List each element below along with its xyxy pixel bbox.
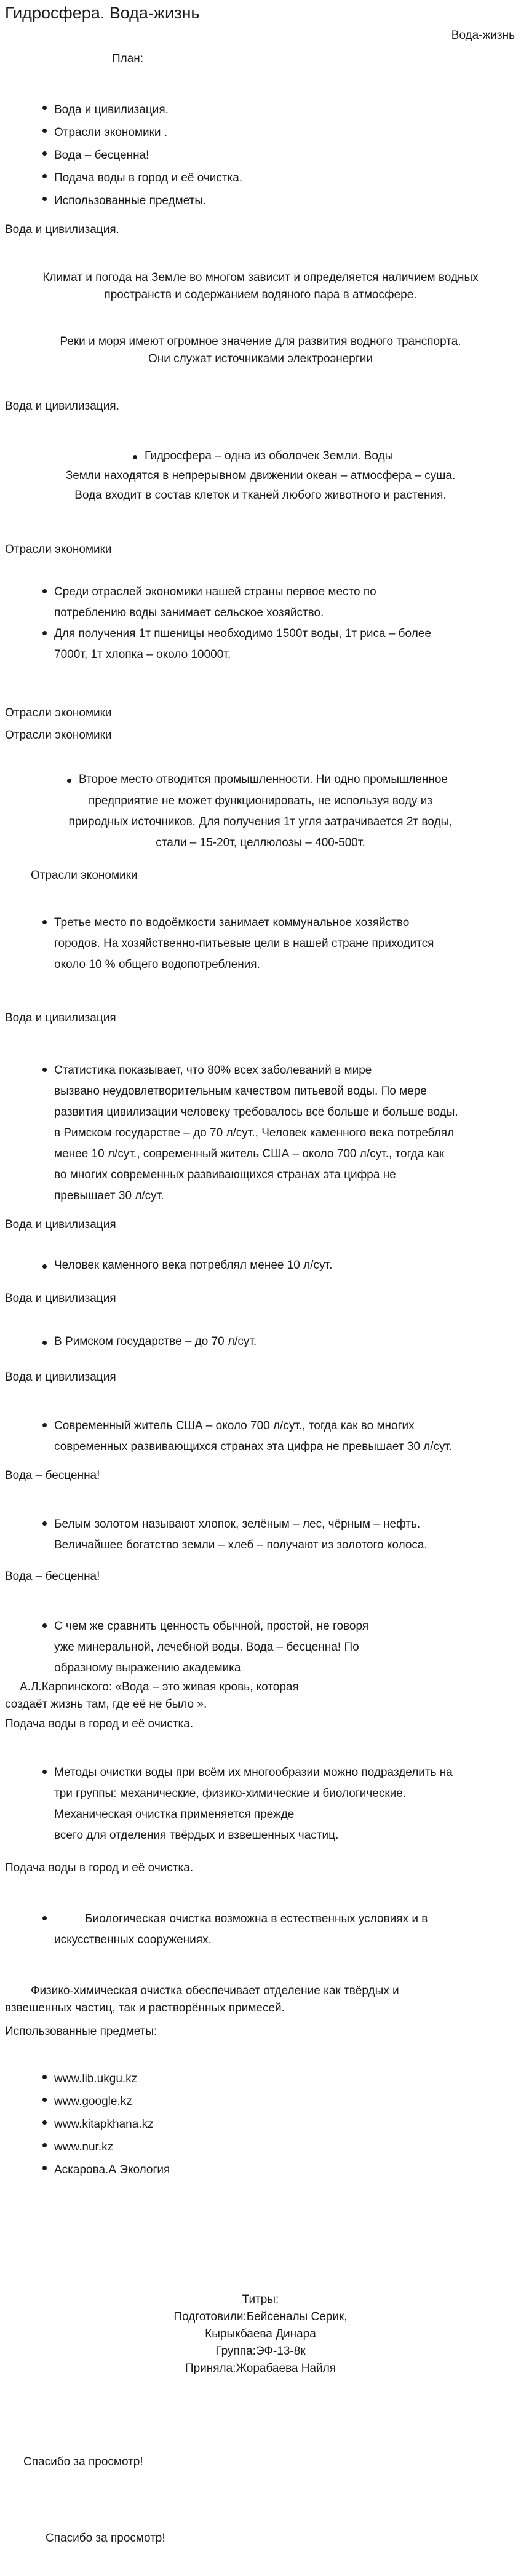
section-heading: Вода – бесценна! bbox=[5, 1570, 100, 1583]
source-item: www.nur.kz bbox=[54, 2136, 170, 2158]
paragraph-line: Климат и погода на Земле во многом зависит и определяется наличием водных bbox=[42, 271, 479, 284]
bullet-line: потреблению воды занимает сельское хозяйство. bbox=[54, 606, 324, 619]
plan-list bbox=[54, 98, 242, 212]
bullet-line: В Римском государстве – до 70 л/сут. bbox=[54, 1333, 257, 1351]
slide-title-right: Вода-жизнь bbox=[451, 29, 515, 42]
bullet-line: Гидросфера – одна из оболочек Земли. Воды bbox=[145, 448, 393, 466]
paragraph-line: Вода входит в состав клеток и тканей любого животного и растения. bbox=[74, 489, 447, 502]
section-heading: Отрасли экономики bbox=[5, 543, 112, 556]
bullet-list bbox=[79, 771, 448, 789]
bullet-list bbox=[54, 1616, 368, 1679]
bullet-item bbox=[54, 624, 431, 665]
thanks-text: Спасибо за просмотр! bbox=[46, 2532, 165, 2545]
section-heading: Вода и цивилизация bbox=[5, 1371, 116, 1384]
plan-item: Отрасли экономики . bbox=[54, 121, 242, 144]
plan-item: Вода – бесценна! bbox=[54, 144, 242, 167]
bullet-item bbox=[54, 582, 431, 624]
bullet-line: Белым золотом называют хлопок, зелёным – лес, чёрным – нефть. bbox=[54, 1518, 421, 1531]
paragraph-line: Реки и моря имеют огромное значение для развития водного транспорта. bbox=[60, 335, 461, 348]
section-heading: Вода – бесценна! bbox=[5, 1469, 100, 1482]
paragraph-line: пространств и содержанием водяного пара в атмосфере. bbox=[104, 288, 417, 301]
bullet-line: около 10 % общего водопотребления. bbox=[54, 958, 260, 971]
source-item: Аскарова.А Экология bbox=[54, 2158, 170, 2181]
bullet-line: три группы: механические, физико-химические и биологические. bbox=[54, 1787, 407, 1800]
thanks-text: Спасибо за просмотр! bbox=[23, 2455, 143, 2468]
bullet-list bbox=[54, 1257, 332, 1275]
bullet-line: всего для отделения твёрдых и взвешенных частиц. bbox=[54, 1829, 339, 1842]
bullet-list bbox=[54, 1060, 458, 1207]
bullet-item bbox=[54, 1762, 453, 1846]
paragraph-line: стали – 15-20т, целлюлозы – 400-500т. bbox=[156, 836, 365, 849]
section-heading: Вода и цивилизация bbox=[5, 1012, 116, 1024]
section-heading: Использованные предметы: bbox=[5, 2025, 157, 2038]
bullet-line: Второе место отводится промышленности. Ни одно промышленное bbox=[79, 771, 448, 789]
bullet-line: в Римском государстве – до 70 л/сут., Человек каменного века потреблял bbox=[54, 1127, 455, 1139]
page-title: Гидросфера. Вода-жизнь bbox=[5, 4, 200, 22]
section-heading: Вода и цивилизация bbox=[5, 1292, 116, 1305]
bullet-line: С чем же сравнить ценность обычной, простой, не говоря bbox=[54, 1620, 369, 1633]
bullet-item bbox=[54, 1514, 428, 1556]
bullet-list bbox=[54, 1416, 452, 1457]
credits-line: Подготовили:Бейсеналы Серик, bbox=[173, 2310, 348, 2323]
bullet-line: искусственных сооружениях. bbox=[54, 1933, 212, 1946]
bullet-list bbox=[54, 582, 431, 665]
bullet-line: образному выражению академика bbox=[54, 1662, 241, 1674]
bullet-line: Величайшее богатство земли – хлеб – получают из золотого колоса. bbox=[54, 1539, 428, 1552]
credits-line: Кырыкбаева Динара bbox=[205, 2328, 316, 2340]
section-heading: Вода и цивилизация bbox=[5, 1218, 116, 1231]
bullet-list bbox=[145, 448, 393, 466]
section-heading: Подача воды в город и её очистка. bbox=[5, 1718, 194, 1730]
bullet-list bbox=[54, 1909, 428, 1951]
bullet-line: 7000т, 1т хлопка – около 10000т. bbox=[54, 648, 231, 661]
credits-line: Группа:ЭФ-13-8к bbox=[215, 2345, 306, 2358]
bullet-list bbox=[54, 913, 434, 975]
plan-item: Вода и цивилизация. bbox=[54, 98, 242, 121]
section-heading: Подача воды в город и её очистка. bbox=[5, 1861, 194, 1874]
bullet-item bbox=[54, 913, 434, 975]
source-item: www.kitapkhana.kz bbox=[54, 2113, 170, 2136]
plan-item: Подача воды в город и её очистка. bbox=[54, 167, 242, 189]
paragraph-line: Земли находятся в непрерывном движении океан – атмосфера – суша. bbox=[65, 469, 456, 482]
section-heading: Отрасли экономики bbox=[31, 869, 138, 882]
section-heading: Вода и цивилизация. bbox=[5, 223, 119, 236]
quote-line: создаёт жизнь там, где её не было ». bbox=[5, 1698, 207, 1711]
paragraph-line: Физико-химическая очистка обеспечивает отделение как твёрдых и bbox=[31, 1984, 399, 1997]
paragraph-line: Они служат источниками электроэнергии bbox=[148, 352, 373, 365]
bullet-line: во многих современных развивающихся странах эта цифра не bbox=[54, 1168, 396, 1181]
bullet-line: Современный житель США – около 700 л/сут., тогда как во многих bbox=[54, 1419, 415, 1432]
bullet-line: городов. На хозяйственно-питьевые цели в нашей стране приходится bbox=[54, 937, 434, 950]
credits-heading: Титры: bbox=[242, 2293, 279, 2306]
bullet-line: Среди отраслей экономики нашей страны первое место по bbox=[54, 585, 376, 598]
source-item: www.google.kz bbox=[54, 2090, 170, 2113]
bullet-line: менее 10 л/сут., современный житель США – около 700 л/сут., тогда как bbox=[54, 1147, 445, 1160]
section-heading: Отрасли экономики bbox=[5, 707, 112, 719]
bullet-line: вызвано неудовлетворительным качеством питьевой воды. По мере bbox=[54, 1085, 427, 1098]
bullet-item bbox=[54, 1060, 458, 1207]
bullet-line: Статистика показывает, что 80% всех заболеваний в мире bbox=[54, 1064, 372, 1077]
paragraph-line: природных источников. Для получения 1т угля затрачивается 2т воды, bbox=[68, 815, 453, 828]
quote-line: А.Л.Карпинского: «Вода – это живая кровь, которая bbox=[20, 1681, 299, 1694]
bullet-line: Механическая очистка применяется прежде bbox=[54, 1808, 295, 1821]
credits-line: Приняла:Жорабаева Найля bbox=[185, 2362, 336, 2375]
bullet-line: Методы очистки воды при всём их многообразии можно подразделить на bbox=[54, 1766, 453, 1779]
bullet-line: Биологическая очистка возможна в естественных условиях и в bbox=[85, 1912, 428, 1925]
bullet-line: Третье место по водоёмкости занимает коммунальное хозяйство bbox=[54, 916, 410, 929]
bullet-line: Человек каменного века потреблял менее 10 л/сут. bbox=[54, 1257, 332, 1275]
paragraph-line: взвешенных частиц, так и растворённых примесей. bbox=[5, 2002, 285, 2015]
bullet-list bbox=[54, 1762, 453, 1846]
plan-item: Использованные предметы. bbox=[54, 189, 242, 212]
bullet-item bbox=[54, 1416, 452, 1457]
bullet-line: развития цивилизации человеку требовалось всё больше и больше воды. bbox=[54, 1106, 458, 1119]
sources-list bbox=[54, 2067, 170, 2181]
bullet-line: превышает 30 л/сут. bbox=[54, 1189, 164, 1202]
paragraph-line: предприятие не может функционировать, не используя воду из bbox=[88, 795, 433, 807]
section-heading: Вода и цивилизация. bbox=[5, 400, 119, 413]
section-heading: Отрасли экономики bbox=[5, 729, 112, 742]
bullet-item bbox=[54, 1616, 368, 1679]
bullet-list bbox=[54, 1514, 428, 1556]
source-item: www.lib.ukgu.kz bbox=[54, 2067, 170, 2090]
bullet-line: современных развивающихся странах эта цифра не превышает 30 л/сут. bbox=[54, 1440, 453, 1453]
bullet-item bbox=[54, 1909, 428, 1951]
bullet-line: Для получения 1т пшеницы необходимо 1500т воды, 1т риса – более bbox=[54, 627, 431, 640]
bullet-line: уже минеральной, лечебной воды. Вода – бесценна! По bbox=[54, 1641, 359, 1654]
bullet-list bbox=[54, 1333, 257, 1351]
plan-heading: План: bbox=[112, 52, 144, 65]
